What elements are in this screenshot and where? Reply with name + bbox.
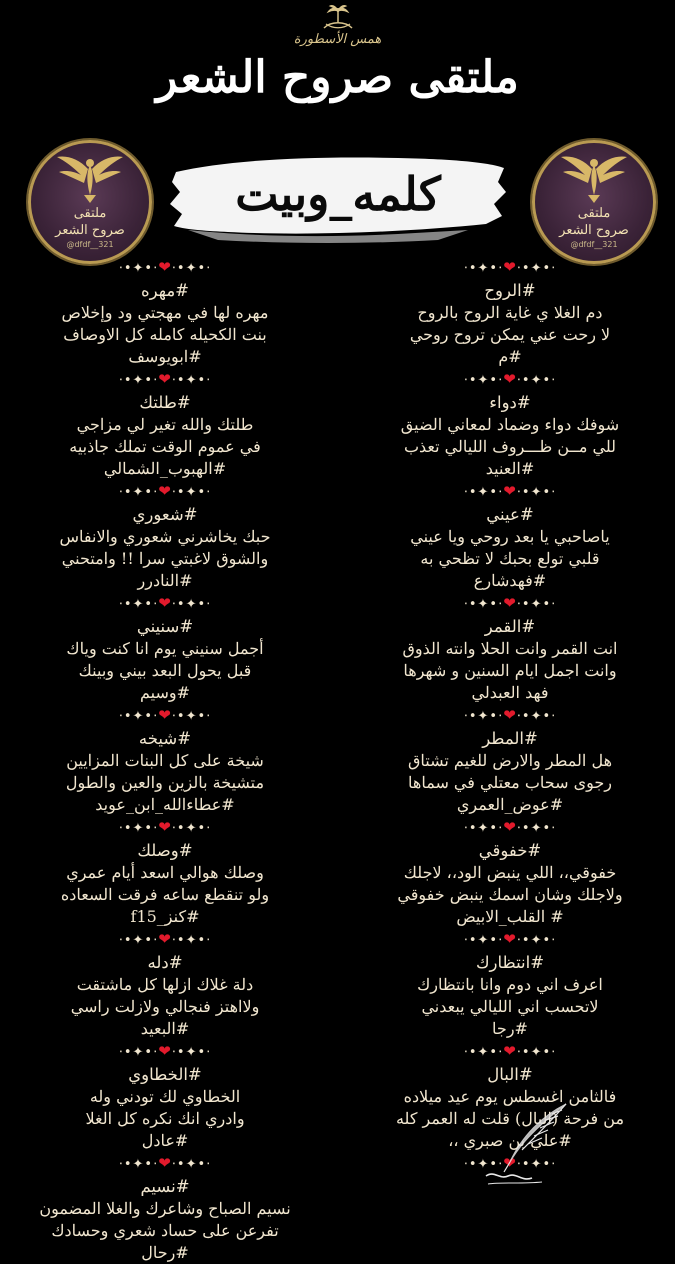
poem-line: ولاجلك وشان اسمك ينبض خفوقي — [397, 885, 623, 904]
heart-icon: ❤ — [503, 706, 517, 724]
poem-title: #خفوقي — [478, 841, 542, 860]
poem-entry — [345, 280, 675, 368]
heart-separator — [464, 368, 557, 392]
sparkle-icon: ⋅•✦•⋅ — [118, 485, 159, 500]
sparkle-icon: ⋅•✦•⋅ — [171, 597, 212, 612]
poem-line: هل المطر والارض للغيم تشتاق — [408, 751, 612, 770]
logo-name-line1: ملتقى — [73, 206, 107, 221]
heart-icon: ❤ — [503, 258, 517, 276]
page-title: ملتقى صروح الشعر — [156, 52, 519, 103]
heart-icon: ❤ — [158, 1154, 172, 1172]
sparkle-icon: ⋅•✦•⋅ — [118, 1045, 159, 1060]
heart-icon: ❤ — [158, 1042, 172, 1060]
poem-title: #انتظارك — [475, 953, 545, 972]
poem-title: #الروح — [484, 281, 536, 300]
poem-line: ولو تنقطع ساعه فرقت السعاده — [60, 885, 270, 904]
poem-line: شيخة على كل البنات المزايين — [66, 751, 264, 770]
poem-entry — [0, 952, 330, 1040]
poem-line: أجمل سنيني يوم انا كنت وياك — [66, 639, 264, 658]
heart-separator — [464, 256, 557, 280]
poem-line: خفوقي،، اللي ينبض الود،، لاجلك — [403, 863, 617, 882]
poem-author: #وسيم — [139, 683, 190, 702]
right-column — [345, 256, 675, 1196]
heart-separator — [464, 704, 557, 728]
poem-title: #دواء — [489, 393, 531, 412]
poem-line: وادري انك نكره كل الغلا — [85, 1109, 245, 1128]
poem-author: #كنز_f15 — [130, 907, 200, 926]
heart-icon: ❤ — [503, 1042, 517, 1060]
sparkle-icon: ⋅•✦•⋅ — [516, 485, 557, 500]
quill-icon — [482, 1100, 574, 1190]
poem-line: قبل يحول البعد بيني وبينك — [78, 661, 252, 680]
sparkle-icon: ⋅•✦•⋅ — [171, 821, 212, 836]
poem-line: دم الغلا ي غاية الروح بالروح — [417, 303, 603, 322]
poem-line: انت القمر وانت الحلا وانته الذوق — [402, 639, 618, 658]
sparkle-icon: ⋅•✦•⋅ — [118, 933, 159, 948]
poem-entry — [345, 616, 675, 704]
logo-handle: @dfdf__321 — [66, 240, 114, 249]
poem-line: رجوى سحاب معتلي في سماها — [408, 773, 612, 792]
poem-author: #عوض_العمري — [456, 795, 564, 814]
poem-line: من فرحة (البال) قلت له العمر كله — [395, 1109, 625, 1128]
poem-title: #مهره — [140, 281, 190, 300]
heart-separator — [119, 592, 212, 616]
poem-line: الخطاوي لك تودني وله — [89, 1087, 241, 1106]
heart-icon: ❤ — [503, 482, 517, 500]
eagle-emblem-icon — [555, 151, 633, 205]
sparkle-icon: ⋅•✦•⋅ — [463, 597, 504, 612]
poem-line: اعرف اني دوم وانا بانتظارك — [417, 975, 603, 994]
heart-separator — [119, 704, 212, 728]
sparkle-icon: ⋅•✦•⋅ — [171, 261, 212, 276]
poem-author: #علي بن صبري ،، — [448, 1131, 572, 1150]
poem-title: #شعوري — [132, 505, 198, 524]
sparkle-icon: ⋅•✦•⋅ — [463, 1045, 504, 1060]
poem-author: #عطاءالله_ابن_عويد — [95, 795, 235, 814]
heart-separator — [464, 480, 557, 504]
poem-line: تفرعن على حساد شعري وحسادك — [51, 1221, 279, 1240]
poem-author: فهد العبدلي — [471, 683, 549, 702]
poem-author: #البعيد — [140, 1019, 190, 1038]
sparkle-icon: ⋅•✦•⋅ — [171, 1045, 212, 1060]
poem-author: #العنيد — [485, 459, 535, 478]
sparkle-icon: ⋅•✦•⋅ — [171, 933, 212, 948]
poem-entry — [0, 840, 330, 928]
sparkle-icon: ⋅•✦•⋅ — [516, 261, 557, 276]
poem-entry — [345, 392, 675, 480]
poem-entry — [0, 1176, 330, 1264]
logo-name-line1: ملتقى — [577, 206, 611, 221]
sparkle-icon: ⋅•✦•⋅ — [118, 709, 159, 724]
sparkle-icon: ⋅•✦•⋅ — [463, 1157, 504, 1172]
sparkle-icon: ⋅•✦•⋅ — [463, 373, 504, 388]
sparkle-icon: ⋅•✦•⋅ — [516, 1157, 557, 1172]
poem-author: #ابويوسف — [128, 347, 202, 366]
poem-line: قلبي تولع بحبك لا تظحي به — [420, 549, 600, 568]
poem-entry — [345, 952, 675, 1040]
poem-line: دلة غلاك ازلها كل ماشتقت — [76, 975, 254, 994]
heart-icon: ❤ — [158, 818, 172, 836]
palm-swords-emblem-icon — [315, 4, 361, 32]
poem-entry — [345, 728, 675, 816]
heart-separator — [464, 592, 557, 616]
heart-separator — [119, 1152, 212, 1176]
sparkle-icon: ⋅•✦•⋅ — [516, 373, 557, 388]
logo-name-line2: صروح الشعر — [55, 223, 125, 238]
poem-author: #عادل — [141, 1131, 189, 1150]
heart-icon: ❤ — [158, 482, 172, 500]
sparkle-icon: ⋅•✦•⋅ — [463, 709, 504, 724]
heart-icon: ❤ — [158, 258, 172, 276]
sparkle-icon: ⋅•✦•⋅ — [516, 821, 557, 836]
sparkle-icon: ⋅•✦•⋅ — [171, 1157, 212, 1172]
heart-icon: ❤ — [503, 594, 517, 612]
poem-entry — [0, 728, 330, 816]
poem-title: #طلتك — [139, 393, 191, 412]
heart-separator — [119, 1040, 212, 1064]
brand-text: همس الأسطورة — [293, 32, 382, 47]
poem-title: #سنيني — [136, 617, 194, 636]
heart-icon: ❤ — [503, 818, 517, 836]
heart-separator — [464, 928, 557, 952]
poem-line: بنت الكحيله كامله كل الاوصاف — [63, 325, 267, 344]
sparkle-icon: ⋅•✦•⋅ — [118, 261, 159, 276]
sparkle-icon: ⋅•✦•⋅ — [171, 485, 212, 500]
poem-line: نسيم الصباح وشاعرك والغلا المضمون — [39, 1199, 291, 1218]
heart-icon: ❤ — [158, 706, 172, 724]
poem-author: #م — [498, 347, 522, 366]
poem-author: #رجا — [492, 1019, 528, 1038]
sparkle-icon: ⋅•✦•⋅ — [516, 709, 557, 724]
logo-name-line2: صروح الشعر — [559, 223, 629, 238]
poem-entry — [0, 1064, 330, 1152]
sparkle-icon: ⋅•✦•⋅ — [118, 373, 159, 388]
sparkle-icon: ⋅•✦•⋅ — [516, 597, 557, 612]
poem-line: ولااهتز فنجالي ولازلت راسي — [70, 997, 260, 1016]
poem-line: فالثامن اغسطس يوم عيد ميلاده — [403, 1087, 617, 1106]
poem-line: في عموم الوقت تملك جاذبيه — [69, 437, 261, 456]
poem-line: وصلك هوالي اسعد أيام عمري — [66, 863, 264, 882]
poem-title: #البال — [487, 1065, 533, 1084]
sparkle-icon: ⋅•✦•⋅ — [118, 597, 159, 612]
heart-icon: ❤ — [503, 370, 517, 388]
sparkle-icon: ⋅•✦•⋅ — [463, 933, 504, 948]
heart-separator — [119, 256, 212, 280]
sparkle-icon: ⋅•✦•⋅ — [463, 485, 504, 500]
poem-title: #دله — [147, 953, 183, 972]
poem-line: وانت اجمل ايام السنين و شهرها — [403, 661, 617, 680]
poem-line: لاتحسب اني الليالي يبعدني — [421, 997, 599, 1016]
sparkle-icon: ⋅•✦•⋅ — [118, 1157, 159, 1172]
sparkle-icon: ⋅•✦•⋅ — [171, 373, 212, 388]
sparkle-icon: ⋅•✦•⋅ — [516, 1045, 557, 1060]
sparkle-icon: ⋅•✦•⋅ — [171, 709, 212, 724]
poem-title: #المطر — [482, 729, 538, 748]
sparkle-icon: ⋅•✦•⋅ — [118, 821, 159, 836]
sparkle-icon: ⋅•✦•⋅ — [516, 933, 557, 948]
sparkle-icon: ⋅•✦•⋅ — [463, 261, 504, 276]
heart-separator — [119, 368, 212, 392]
poem-title: #عيني — [486, 505, 534, 524]
poem-line: حبك يخاشرني شعوري والانفاس — [59, 527, 271, 546]
poem-line: طلتك والله تغير لي مزاجي — [76, 415, 254, 434]
sparkle-icon: ⋅•✦•⋅ — [463, 821, 504, 836]
poem-entry — [0, 616, 330, 704]
poem-author: #النادرر — [137, 571, 193, 590]
poem-line: لا رحت عني يمكن تروح روحي — [409, 325, 611, 344]
poem-title: #نسيم — [140, 1177, 190, 1196]
heart-icon: ❤ — [158, 594, 172, 612]
heart-separator — [464, 816, 557, 840]
topic-banner — [168, 152, 508, 244]
poem-author: #الهبوب_الشمالي — [103, 459, 227, 478]
poem-entry — [345, 504, 675, 592]
poem-entry — [0, 392, 330, 480]
heart-separator — [119, 928, 212, 952]
brand-header — [0, 4, 675, 50]
poem-entry — [0, 504, 330, 592]
poem-author: #فهدشارع — [473, 571, 547, 590]
poem-entry — [345, 840, 675, 928]
heart-separator — [119, 480, 212, 504]
logo-handle: @dfdf__321 — [570, 240, 618, 249]
poem-title: #القمر — [484, 617, 536, 636]
heart-icon: ❤ — [503, 1154, 517, 1172]
forum-logo-right — [532, 140, 656, 264]
banner-title: كلمه_وبيت — [235, 167, 441, 221]
poem-author: # القلب_الابيض — [456, 907, 564, 926]
left-column — [0, 256, 330, 1262]
poem-entry — [0, 280, 330, 368]
poem-line: شوفك دواء وضماد لمعاني الضيق — [400, 415, 620, 434]
poem-title: #شيخه — [138, 729, 192, 748]
heart-icon: ❤ — [158, 370, 172, 388]
poem-line: مهره لها في مهجتي ود وإخلاص — [61, 303, 269, 322]
eagle-emblem-icon — [51, 151, 129, 205]
poem-title: #الخطاوي — [128, 1065, 202, 1084]
heart-icon: ❤ — [503, 930, 517, 948]
poem-line: والشوق لاغبتي سرا !! وامتحني — [61, 549, 269, 568]
poem-line: ياصاحبي يا بعد روحي ويا عيني — [410, 527, 610, 546]
heart-icon: ❤ — [158, 930, 172, 948]
poem-author: #رحال — [141, 1243, 189, 1262]
poem-line: للي مــن ظـــروف الليالي تعذب — [403, 437, 617, 456]
poem-line: متشيخة بالزين والعين والطول — [65, 773, 265, 792]
heart-separator — [464, 1040, 557, 1064]
forum-logo-left — [28, 140, 152, 264]
poem-title: #وصلك — [137, 841, 193, 860]
heart-separator — [119, 816, 212, 840]
